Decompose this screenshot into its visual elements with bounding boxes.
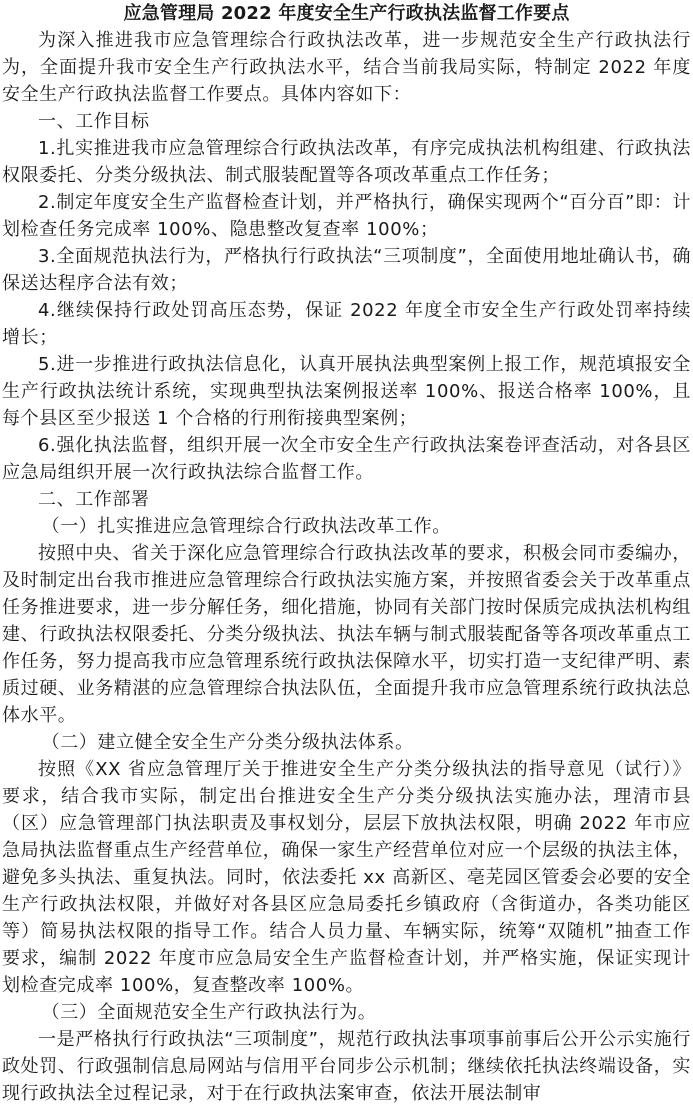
document-page (2, 0, 691, 1107)
document-title: 应急管理局 2022 年度安全生产行政执法监督工作要点 (123, 3, 570, 24)
subsection-heading-3: （三）全面规范安全生产行政执法行为。 (41, 1002, 377, 1023)
goal-item-6: 6.强化执法监督，组织开展一次全市安全生产行政执法案卷评查活动，对各县区应急局组织开展一次行政执法综合监督工作。 (2, 435, 691, 483)
subsection-body-1: 按照中央、省关于深化应急管理综合行政执法改革的要求，积极会同市委编办，及时制定出台我市推进应急管理综合行政执法实施方案，并按照省委会关于改革重点任务推进要求，进一步分解任务，细化措施，协同有关部门按时保质完成执法机构组建、行政执法权限委托、分类分级执法、执法车辆与制式服装配备等各项改革重点工作任务，努力提高我市应急管理系统行政执法保障水平，切实打造一支纪律严明、素质过硬、业务精湛的应急管理综合执法队伍，全面提升我市应急管理系统行政执法总体水平。 (2, 543, 691, 726)
goal-item-4: 4.继续保持行政处罚高压态势，保证 2022 年度全市安全生产行政处罚率持续增长； (2, 300, 691, 348)
subsection-heading-1: （一）扎实推进应急管理综合行政执法改革工作。 (41, 516, 451, 537)
goal-item-3: 3.全面规范执法行为，严格执行行政执法“三项制度”，全面使用地址确认书，确保送达程序合法有效； (2, 246, 691, 294)
subsection-heading-2: （二）建立健全安全生产分类分级执法体系。 (41, 732, 414, 753)
section-heading-goals: 一、工作目标 (38, 111, 150, 132)
goal-item-2: 2.制定年度安全生产监督检查计划，并严格执行，确保实现两个“百分百”即：计划检查任务完成率 100%、隐患整改复查率 100%； (2, 192, 691, 240)
intro-paragraph: 为深入推进我市应急管理综合行政执法改革，进一步规范安全生产行政执法行为，全面提升我市安全生产行政执法水平，结合当前我局实际，特制定 2022 年度安全生产行政执法监督工作要点。具体内容如下： (2, 30, 691, 105)
goal-item-1: 1.扎实推进我市应急管理综合行政执法改革，有序完成执法机构组建、行政执法权限委托、分类分级执法、制式服装配置等各项改革重点工作任务； (2, 138, 691, 186)
subsection-body-2: 按照《XX 省应急管理厅关于推进安全生产分类分级执法的指导意见（试行）》要求，结合我市实际，制定出台推进安全生产分类分级执法实施办法，理清市县（区）应急管理部门执法职责及事权划分，层层下放执法权限，明确 2022 年市应急局执法监督重点生产经营单位，确保一家生产经营单位对应一个层级的执法主体，避免多头执法、重复执法。同时，依法委托 xx 高新区、亳芜园区管委会必要的安全生产行政执法权限，并做好对各县区应急局委托乡镇政府（含街道办，各类功能区等）简易执法权限的指导工作。结合人员力量、车辆实际，统筹“双随机”抽查工作要求，编制 2022 年度市应急局安全生产监督检查计划，并严格实施，保证实现计划检查完成率 100%，复查整改率 100%。 (2, 759, 691, 996)
subsection-body-3: 一是严格执行行政执法“三项制度”，规范行政执法事项事前事后公开公示实施行政处罚、行政强制信息局网站与信用平台同步公示机制；继续依托执法终端设备，实现行政执法全过程记录，对于在行政执法案审查，依法开展法制审 (2, 1029, 691, 1104)
section-heading-deployment: 二、工作部署 (38, 489, 150, 510)
goal-item-5: 5.进一步推进行政执法信息化，认真开展执法典型案例上报工作，规范填报安全生产行政执法统计系统，实现典型执法案例报送率 100%、报送合格率 100%，且每个县区至少报送 1 个合格的行刑衔接典型案例； (2, 354, 691, 429)
